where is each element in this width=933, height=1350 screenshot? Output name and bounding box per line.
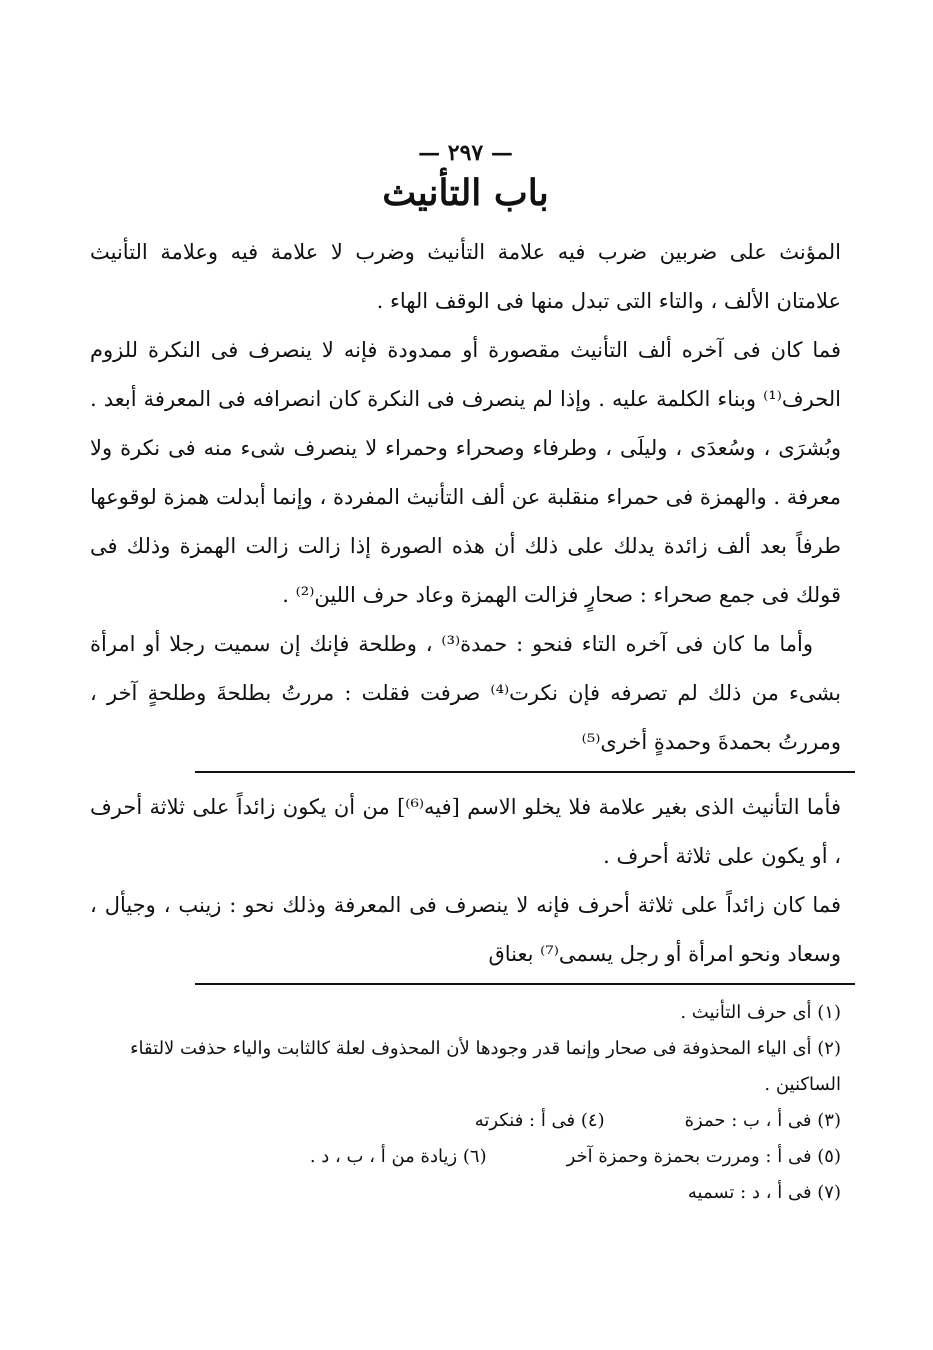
paragraph-3: وأما ما كان فى آخره التاء فنحو : حمدة⁽³⁾ ، وطلحة فإنك إن سميت رجلا أو امرأة بشىء من ذلك لم تصرفه فإن نكرت⁽⁴⁾ صرفت فقلت : مررتُ بطلحةَ وطلحةٍ آخر ، ومررتُ بحمدةَ وحمدةٍ أخرى⁽⁵⁾ — [90, 632, 841, 754]
footnote-5: (٥) فى أ : ومررت بحمزة وحمزة آخر — [566, 1146, 841, 1167]
paragraph-2: فما كان فى آخره ألف التأنيث مقصورة أو ممدودة فإنه لا ينصرف فى النكرة للزوم الحرف⁽¹⁾ وبناء الكلمة عليه . وإذا لم ينصرف فى النكرة كان انصرافه فى المعرفة أبعد . وبُشرَى ، وسُعدَى ، وليلَى ، وطرفاء وصحراء وحمراء لا ينصرف شىء منه فى نكرة ولا معرفة . والهمزة فى حمراء منقلبة عن ألف التأنيث المفردة ، وإنما أبدلت همزة لوقوعها طرفاً بعد ألف زائدة يدلك على ذلك أن هذه الصورة إذا زالت زالت الهمزة وذلك فى قولك فى جمع صحراء : صحارٍ فزالت الهمزة وعاد حرف اللين⁽²⁾ . — [90, 338, 841, 607]
footnotes — [90, 995, 841, 1211]
main-text-continued — [90, 783, 841, 979]
footnote-4: (٤) فى أ : فنكرته — [474, 1110, 605, 1131]
footnote-7: (٧) فى أ ، د : تسميه — [687, 1182, 841, 1203]
main-text — [90, 228, 841, 767]
footnote-3: (٣) فى أ ، ب : حمزة — [684, 1110, 841, 1131]
footnote-row-3-4 — [90, 1103, 841, 1139]
paragraph-5: فما كان زائداً على ثلاثة أحرف فإنه لا ينصرف فى المعرفة وذلك نحو : زينب ، وجيأل ، وسعاد ونحو امرأة أو رجل يسمى⁽⁷⁾ بعناق — [90, 893, 841, 966]
chapter-title: باب التأنيث — [382, 172, 549, 214]
page-number: — ٢٩٧ — — [418, 140, 513, 166]
footnote-row-5-6 — [90, 1139, 841, 1175]
footnote-divider — [195, 983, 855, 985]
footnote-6: (٦) زيادة من أ ، ب ، د . — [309, 1146, 487, 1167]
footnote-2: (٢) أى الياء المحذوفة فى صحار وإنما قدر وجودها لأن المحذوف لعلة كالثابت والياء حذفت لالتقاء الساكنين . — [130, 1038, 841, 1095]
footnote-1: (١) أى حرف التأنيث . — [680, 1002, 841, 1023]
section-divider — [195, 771, 855, 773]
paragraph-4: فأما التأنيث الذى بغير علامة فلا يخلو الاسم [فيه⁽⁶⁾] من أن يكون زائداً على ثلاثة أحرف ، أو يكون على ثلاثة أحرف . — [90, 795, 841, 868]
paragraph-1: المؤنث على ضربين ضرب فيه علامة التأنيث وضرب لا علامة فيه وعلامة التأنيث علامتان الألف ، والتاء التى تبدل منها فى الوقف الهاء . — [90, 240, 841, 313]
